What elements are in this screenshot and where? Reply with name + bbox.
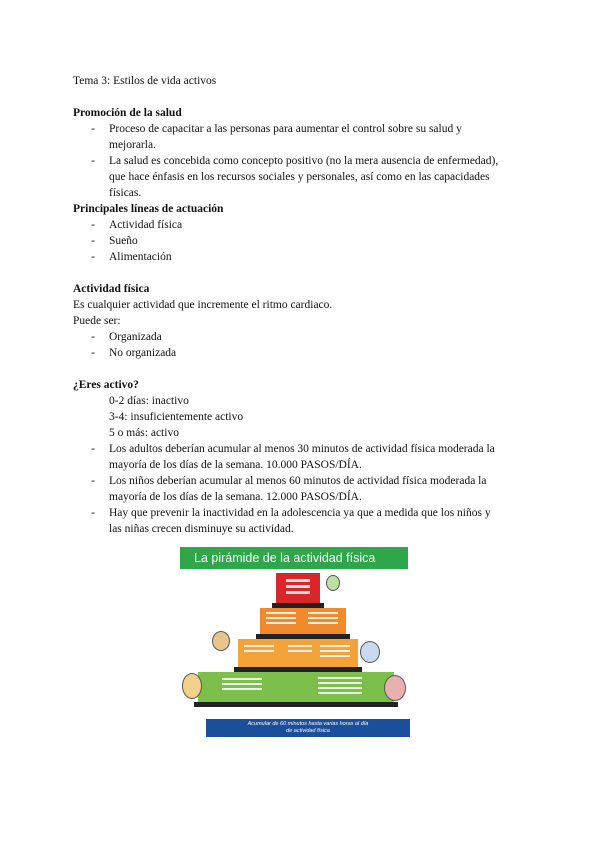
section-heading-activo: ¿Eres activo? xyxy=(73,379,139,391)
promocion-bullet-2-line-3: físicas. xyxy=(109,187,142,199)
section-heading-lineas: Principales líneas de actuación xyxy=(73,203,224,215)
bullet-dash: - xyxy=(91,443,95,455)
promocion-bullet-1-line-1: Proceso de capacitar a las personas para aumentar el control sobre su salud y xyxy=(109,123,462,135)
actividad-type: Organizada xyxy=(109,331,162,343)
topic-title: Tema 3: Estilos de vida activos xyxy=(73,75,217,87)
bullet-dash: - xyxy=(91,123,95,135)
activo-bullet-2-line-1: Los niños deberían acumular al menos 60 minutos de actividad física moderada la xyxy=(109,475,487,487)
lineas-item: Sueño xyxy=(109,235,138,247)
actividad-type: No organizada xyxy=(109,347,177,359)
lineas-item: Actividad física xyxy=(109,219,183,231)
pyramid-tier-top xyxy=(276,573,320,603)
bullet-dash: - xyxy=(91,475,95,487)
activo-bullet-3-line-2: las niñas crecen disminuye su actividad. xyxy=(109,523,294,535)
activity-pyramid-image xyxy=(176,545,412,737)
cartoon-figure-icon xyxy=(360,641,380,663)
pyramid-tier-upper xyxy=(260,608,346,634)
bullet-dash: - xyxy=(91,219,95,231)
cartoon-figure-icon xyxy=(326,575,340,591)
promocion-bullet-2-line-1: La salud es concebida como concepto positivo (no la mera ausencia de enfermedad), xyxy=(109,155,499,167)
pyramid-footer xyxy=(206,719,410,737)
promocion-bullet-1-line-2: mejorarla. xyxy=(109,139,156,151)
bullet-dash: - xyxy=(91,507,95,519)
activo-bullet-1-line-2: mayoría de los días de la semana. 10.000 PASOS/DÍA. xyxy=(109,459,362,471)
pyramid-tier-middle xyxy=(238,639,358,667)
bullet-dash: - xyxy=(91,155,95,167)
bullet-dash: - xyxy=(91,347,95,359)
cartoon-figure-icon xyxy=(212,631,230,651)
promocion-bullet-2-line-2: que hace énfasis en los recursos sociales y personales, así como en las capacidades xyxy=(109,171,490,183)
lineas-item: Alimentación xyxy=(109,251,172,263)
activo-bullet-2-line-2: mayoría de los días de la semana. 12.000 PASOS/DÍA. xyxy=(109,491,362,503)
section-heading-promocion: Promoción de la salud xyxy=(73,107,182,119)
actividad-definition: Es cualquier actividad que incremente el ritmo cardiaco. xyxy=(73,299,333,311)
pyramid-footer-line-1: Acumular de 60 minutos hasta varias horas al día xyxy=(247,721,369,727)
activo-bullet-3-line-1: Hay que prevenir la inactividad en la adolescencia ya que a medida que los niños y xyxy=(109,507,491,519)
activo-level: 0-2 días: inactivo xyxy=(109,395,189,407)
cartoon-figure-icon xyxy=(384,675,406,701)
activo-level: 5 o más: activo xyxy=(109,427,179,439)
actividad-puede-ser: Puede ser: xyxy=(73,315,121,327)
cartoon-figure-icon xyxy=(182,673,202,699)
pyramid-tier-base xyxy=(198,672,394,702)
bullet-dash: - xyxy=(91,331,95,343)
section-heading-actividad: Actividad física xyxy=(73,283,150,295)
activo-level: 3-4: insuficientemente activo xyxy=(109,411,244,423)
pyramid-footer-line-2: de actividad física xyxy=(286,728,330,734)
pyramid-bar xyxy=(194,702,398,707)
bullet-dash: - xyxy=(91,251,95,263)
bullet-dash: - xyxy=(91,235,95,247)
pyramid-title: La pirámide de la actividad física xyxy=(180,547,408,569)
activo-bullet-1-line-1: Los adultos deberían acumular al menos 30 minutos de actividad física moderada la xyxy=(109,443,495,455)
